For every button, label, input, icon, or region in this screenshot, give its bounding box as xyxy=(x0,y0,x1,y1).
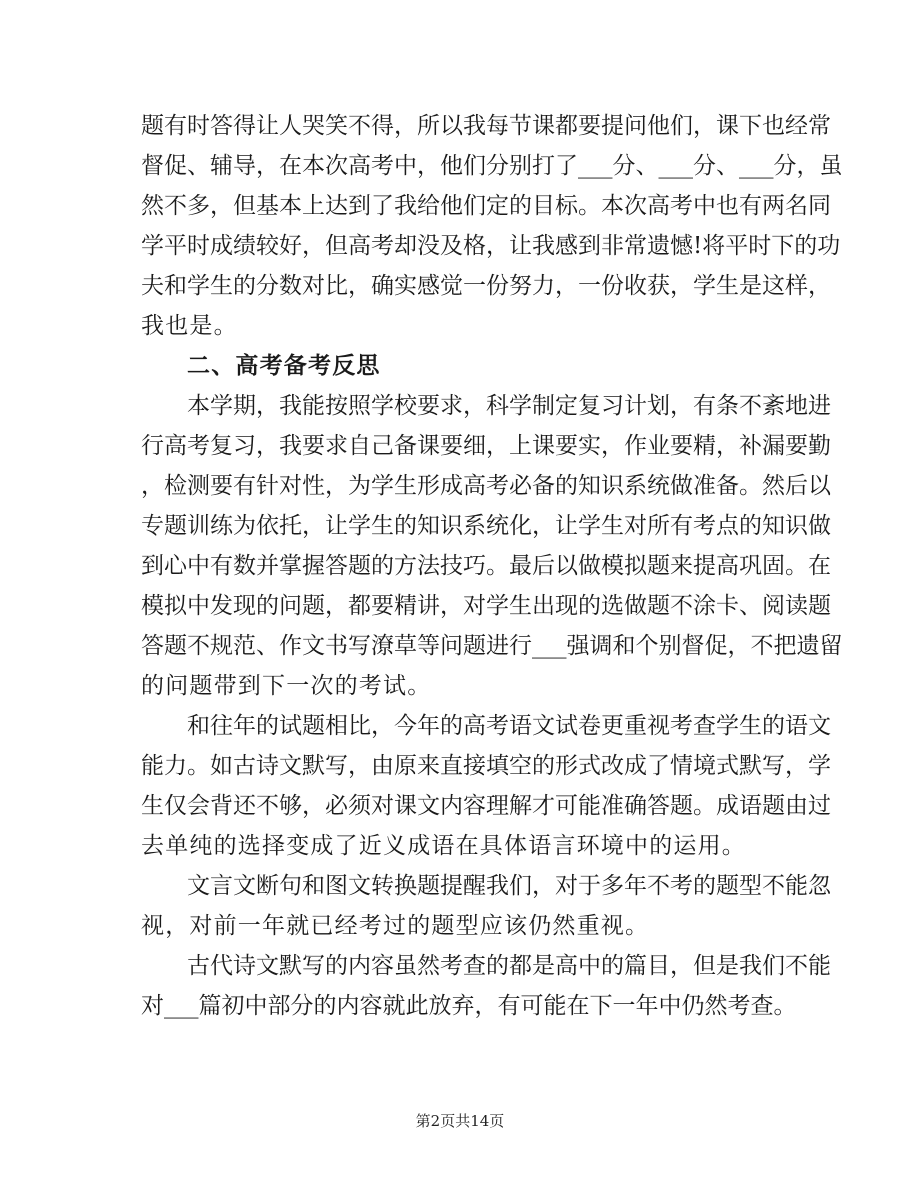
body-line: 去单纯的选择变成了近义成语在具体语言环境中的运用。 xyxy=(141,833,746,859)
body-line: 本学期，我能按照学校要求，科学制定复习计划，有条不紊地进 xyxy=(187,393,831,419)
body-line: 视，对前一年就已经考过的题型应该仍然重视。 xyxy=(141,913,650,939)
body-line: 古代诗文默写的内容虽然考查的都是高中的篇目，但是我们不能 xyxy=(187,953,831,979)
body-line: 督促、辅导，在本次高考中，他们分别打了___分、___分、___分，虽 xyxy=(141,153,843,179)
body-line: 专题训练为依托，让学生的知识系统化，让学生对所有考点的知识做 xyxy=(141,513,831,539)
body-line: ，检测要有针对性，为学生形成高考必备的知识系统做准备。然后以 xyxy=(141,473,831,499)
section-heading: 二、高考备考反思 xyxy=(187,352,381,379)
body-line: 题有时答得让人哭笑不得，所以我每节课都要提问他们，课下也经常 xyxy=(141,113,831,139)
body-line: 然不多，但基本上达到了我给他们定的目标。本次高考中也有两名同 xyxy=(141,193,831,219)
body-line: 到心中有数并掌握答题的方法技巧。最后以做模拟题来提高巩固。在 xyxy=(141,553,831,579)
body-line: 生仅会背还不够，必须对课文内容理解才可能准确答题。成语题由过 xyxy=(141,793,831,819)
page-number: 第2页共14页 xyxy=(415,1112,505,1130)
body-line: 文言文断句和图文转换题提醒我们，对于多年不考的题型不能忽 xyxy=(187,873,831,899)
body-line: 夫和学生的分数对比，确实感觉一份努力，一份收获，学生是这样， xyxy=(141,273,831,299)
body-line: 对___篇初中部分的内容就此放弃，有可能在下一年中仍然考查。 xyxy=(141,993,797,1019)
body-line: 模拟中发现的问题，都要精讲，对学生出现的选做题不涂卡、阅读题 xyxy=(141,593,831,619)
body-line: 答题不规范、作文书写潦草等问题进行___强调和个别督促，不把遗留 xyxy=(141,633,843,659)
body-line: 的问题带到下一次的考试。 xyxy=(141,673,432,699)
body-line: 学平时成绩较好，但高考却没及格，让我感到非常遗憾!将平时下的功 xyxy=(141,233,841,259)
body-line: 我也是。 xyxy=(141,313,238,339)
body-line: 行高考复习，我要求自己备课要细，上课要实，作业要精，补漏要勤 xyxy=(141,433,831,459)
body-line: 和往年的试题相比，今年的高考语文试卷更重视考查学生的语文 xyxy=(187,713,831,739)
body-line: 能力。如古诗文默写，由原来直接填空的形式改成了情境式默写，学 xyxy=(141,753,831,779)
